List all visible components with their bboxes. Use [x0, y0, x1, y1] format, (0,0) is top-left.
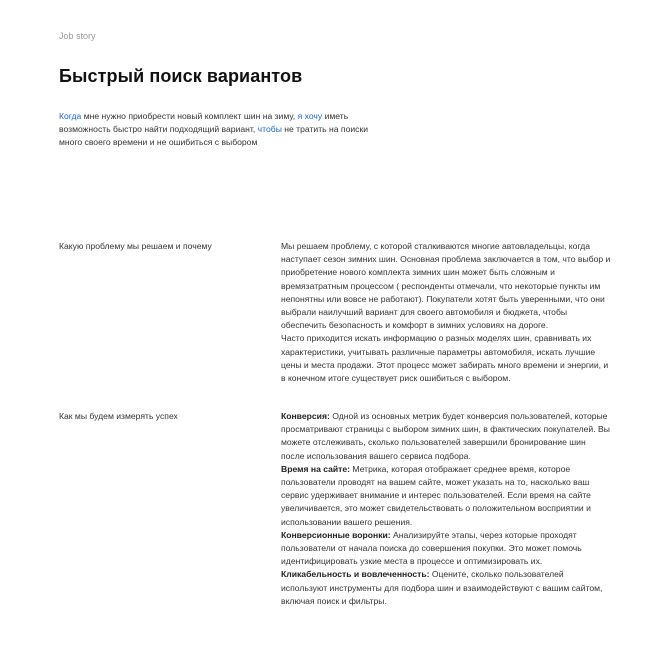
- problem-paragraph-2: Часто приходится искать информацию о разных моделях шин, сравнивать их характеристики, учитывать различные параметры автомобиля, искать лучшие цены и места продажи. Этот процесс может забирать много времени и энергии, и в конечном итоге существует риск ошибиться с выбором.: [281, 333, 609, 384]
- story-when-keyword: Когда: [59, 111, 82, 121]
- metric-name: Конверсия:: [281, 411, 330, 421]
- metric-conversion: [281, 410, 611, 463]
- metric-text: Одной из основных метрик будет конверсия пользователей, которые просматривают страницы с выбором зимних шин, в фактических покупателей. Вы можете отслеживать, сколько пользователей завершили бронирование шин после использования вашего сервиса подбора.: [281, 411, 610, 461]
- story-so-keyword: чтобы: [257, 124, 282, 134]
- story-when-text: мне нужно приобрести новый комплект шин на зиму,: [81, 111, 298, 121]
- metric-text: Оцените, сколько пользователей используют инструменты для подбора шин и взаимодействуют с вашим сайтом, включая поиск и фильтры.: [281, 569, 603, 606]
- metric-time-on-site: [281, 463, 611, 529]
- problem-section-label: Какую проблему мы решаем и почему: [59, 241, 212, 251]
- story-so-text: не тратить на поиски много своего времени и не ошибиться с выбором: [59, 124, 369, 147]
- metric-name: Конверсионные воронки:: [281, 529, 391, 540]
- metric-conversion-funnels: [281, 529, 611, 569]
- story-want-keyword: я хочу: [297, 111, 323, 121]
- metric-text: Анализируйте этапы, через которые проходят пользователи от начала поиска до совершения покупки. Это может помочь идентифицировать узкие места в процессе и оптимизировать их.: [281, 529, 582, 567]
- metric-text: Метрика, которая отображает среднее время, которое пользователи проводят на вашем сайте, может указать на то, насколько ваш сервис удерживает внимание и интерес пользователей. Если время на сайте увеличивается, это может свидетельствовать о положительном восприятии и использовании вашего решения.: [281, 463, 591, 527]
- metric-name: Кликабельность и вовлеченность:: [281, 569, 430, 580]
- metric-name: Время на сайте:: [281, 463, 351, 474]
- story-want-text: иметь возможность быстро найти подходящий вариант,: [59, 111, 349, 134]
- problem-section-body: [281, 240, 611, 385]
- success-section-body: [281, 410, 611, 608]
- job-story-statement: [59, 110, 389, 149]
- metric-clickability-engagement: [281, 568, 611, 608]
- success-section-label: Как мы будем измерять успех: [59, 411, 178, 421]
- problem-paragraph-1: Мы решаем проблему, с которой сталкиваются многие автовладельцы, когда наступает сезон зимних шин. Основная проблема заключается в том, что выбор и приобретение нового комплекта зимних шин может быть сложным и времязатратным процессом ( респонденты отмечали, что некоторые пункты им непонятны или вовсе не работают). Покупатели хотят быть уверенными, что они выбрали наилучший вариант для своего автомобиля и бюджета, чтобы обеспечить безопасность и комфорт в зимних условиях на дороге.: [281, 241, 611, 331]
- eyebrow-label: Job story: [59, 31, 96, 41]
- page-title: Быстрый поиск вариантов: [59, 66, 303, 86]
